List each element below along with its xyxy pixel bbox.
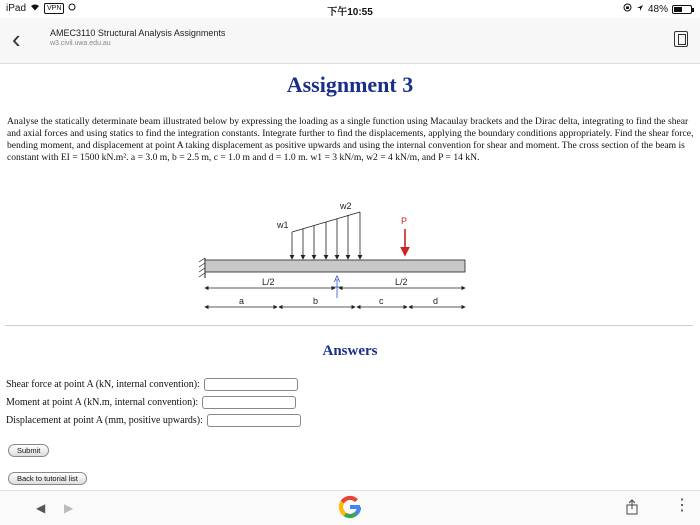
browser-header (0, 18, 700, 64)
label-w1: w1 (277, 220, 289, 230)
beam (205, 260, 465, 272)
beam-diagram (195, 200, 485, 315)
battery-fill (674, 7, 682, 12)
page-title: AMEC3110 Structural Analysis Assignments (50, 28, 226, 38)
orientation-lock-icon (623, 3, 632, 15)
label-point-a: A (334, 274, 341, 284)
device-label: iPad (6, 3, 27, 14)
back-arrow-icon[interactable]: ◀ (36, 501, 46, 515)
page-title-box[interactable] (50, 28, 225, 47)
forward-arrow-icon[interactable]: ▶ (64, 501, 74, 515)
label-a: a (239, 296, 245, 306)
google-icon[interactable] (337, 494, 363, 525)
label-b: b (313, 296, 319, 306)
label-half-right: L/2 (395, 277, 408, 287)
divider (5, 325, 693, 326)
more-options-icon[interactable]: ⋮ (674, 497, 690, 514)
question-displacement (6, 414, 301, 427)
vpn-badge: VPN (44, 3, 64, 14)
question-shear-label: Shear force at point A (kN, internal convention): (6, 379, 200, 390)
status-time: 下午10:55 (327, 7, 373, 18)
answers-title: Answers (322, 343, 378, 359)
moment-input[interactable] (202, 396, 296, 409)
battery-percent: 48% (647, 3, 668, 15)
back-chevron-icon[interactable]: ‹ (12, 24, 21, 54)
submit-button[interactable]: Submit (8, 444, 49, 457)
question-shear (6, 378, 298, 391)
label-d: d (433, 296, 439, 306)
back-to-list-button[interactable]: Back to tutorial list (8, 472, 87, 485)
battery-icon (672, 5, 692, 14)
page-url: w3.civil.uwa.edu.au (50, 40, 111, 47)
status-bar (0, 0, 700, 18)
bottom-toolbar (0, 490, 700, 525)
status-right (623, 3, 692, 15)
assignment-heading: Assignment 3 (286, 72, 414, 97)
location-icon (636, 4, 644, 15)
share-icon[interactable] (626, 499, 638, 520)
distributed-load (292, 212, 360, 259)
question-moment (6, 396, 296, 409)
question-moment-label: Moment at point A (kN.m, internal convention): (6, 397, 199, 408)
label-w2: w2 (340, 201, 352, 211)
label-half-left: L/2 (262, 277, 275, 287)
tabs-icon[interactable] (674, 31, 688, 47)
assignment-description: Analyse the statically determinate beam illustrated below by expressing the loading as a single function using Macaulay brackets and the Dirac delta, integrating to find the shear and axial forces and using statics to find the integration constants. Integrate further to find the displacements, applying the boundary conditions appropriately. Find the shear force, bending moment, and displacement at point A taking displacement as positive upwards and using the internal convention for shear and moment. The cross section of the beam is constant with EI = 1500 kN.m². a = 3.0 m, b = 2.5 m, c = 1.0 m and d = 1.0 m. w1 = 3 kN/m, w2 = 4 kN/m, and P = 14 kN. (7, 116, 694, 163)
fixed-support (199, 258, 205, 278)
label-p: P (401, 216, 408, 226)
shear-input[interactable] (204, 378, 298, 391)
label-c: c (379, 296, 384, 306)
question-displacement-label: Displacement at point A (mm, positive upwards): (6, 415, 203, 426)
displacement-input[interactable] (207, 414, 301, 427)
